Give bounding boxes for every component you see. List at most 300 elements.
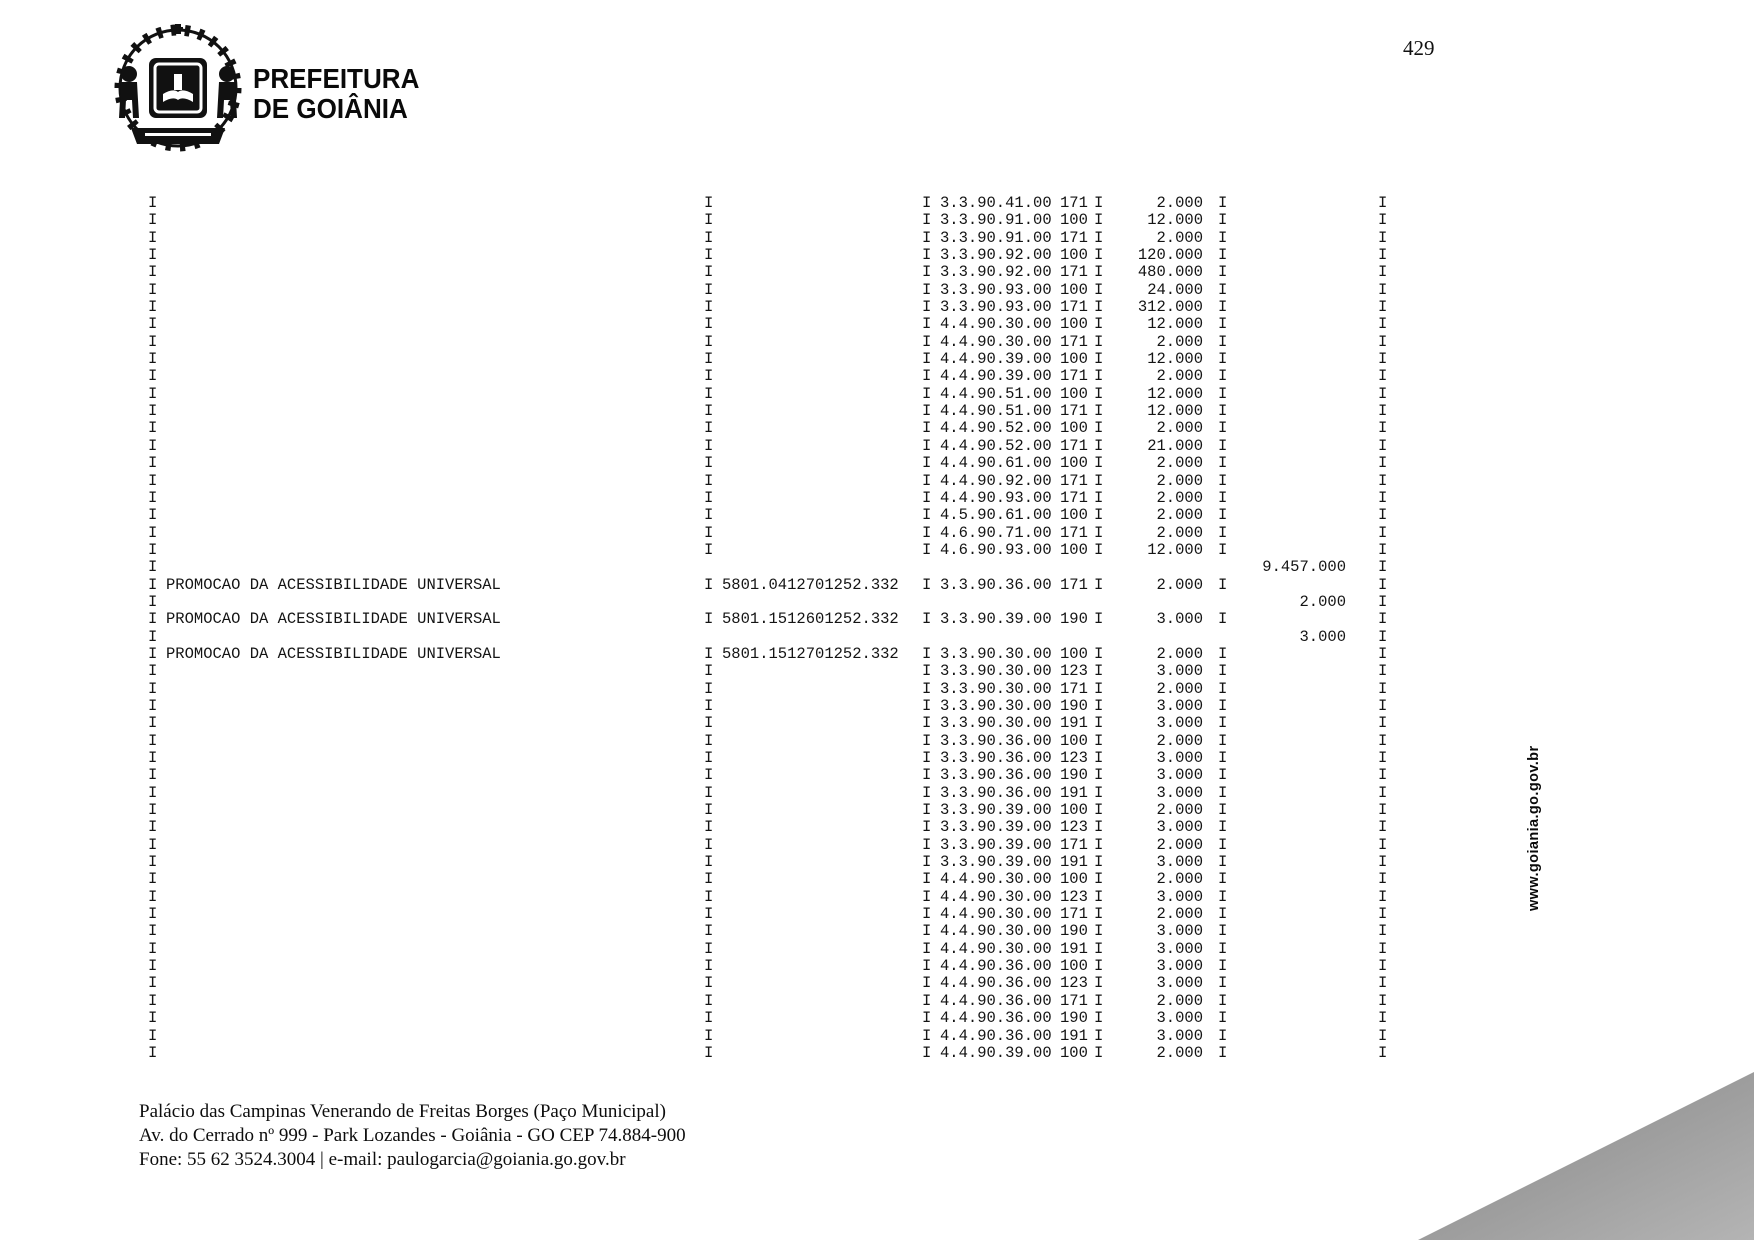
column-separator: I [1218, 922, 1228, 941]
column-separator: I [922, 1026, 932, 1045]
column-separator: I [1094, 402, 1104, 421]
amount-value: 3.000 [1156, 783, 1203, 802]
expense-code: 3.3.90.36.00 [940, 575, 1052, 594]
column-separator: I [1218, 731, 1228, 750]
column-separator: I [1218, 766, 1228, 785]
amount-value: 2.000 [1156, 905, 1203, 924]
column-separator: I [1378, 696, 1388, 715]
table-row [148, 940, 1408, 957]
column-separator: I [1094, 610, 1104, 629]
column-separator: I [922, 696, 932, 715]
column-separator: I [1378, 228, 1388, 247]
column-separator: I [148, 991, 158, 1010]
amount-value: 2.000 [1156, 488, 1203, 507]
column-separator: I [1378, 974, 1388, 993]
column-separator: I [922, 887, 932, 906]
amount-value: 3.000 [1156, 853, 1203, 872]
column-separator: I [1378, 194, 1388, 212]
amount-value: 2.000 [1156, 644, 1203, 663]
expense-code: 3.3.90.93.00 [940, 298, 1052, 317]
column-separator: I [704, 696, 714, 715]
corner-triangle-decoration [1418, 1072, 1754, 1240]
action-description: PROMOCAO DA ACESSIBILIDADE UNIVERSAL [166, 610, 501, 629]
table-row [148, 610, 1408, 627]
column-separator: I [148, 610, 158, 629]
column-separator: I [148, 662, 158, 681]
funding-source: 191 [1060, 714, 1088, 733]
column-separator: I [922, 436, 932, 455]
column-separator: I [704, 818, 714, 837]
amount-value: 2.000 [1156, 419, 1203, 438]
amount-value: 12.000 [1147, 540, 1203, 559]
funding-source: 191 [1060, 1026, 1088, 1045]
column-separator: I [1094, 540, 1104, 559]
column-separator: I [1378, 402, 1388, 421]
amount-value: 2.000 [1156, 523, 1203, 542]
funding-source: 100 [1060, 315, 1088, 334]
expense-code: 4.6.90.93.00 [940, 540, 1052, 559]
amount-value: 2.000 [1156, 731, 1203, 750]
funding-source: 100 [1060, 870, 1088, 889]
table-row [148, 680, 1408, 697]
column-separator: I [922, 194, 932, 212]
column-separator: I [704, 211, 714, 230]
column-separator: I [1218, 905, 1228, 924]
column-separator: I [1218, 367, 1228, 386]
table-row [148, 749, 1408, 766]
column-separator: I [704, 436, 714, 455]
table-row [148, 714, 1408, 731]
column-separator: I [704, 644, 714, 663]
column-separator: I [922, 749, 932, 767]
column-separator: I [922, 575, 932, 594]
amount-value: 3.000 [1156, 696, 1203, 715]
table-row [148, 836, 1408, 853]
column-separator: I [1218, 957, 1228, 976]
amount-value: 2.000 [1156, 835, 1203, 854]
column-separator: I [148, 332, 158, 351]
column-separator: I [1094, 1009, 1104, 1028]
column-separator: I [704, 298, 714, 317]
column-separator: I [148, 887, 158, 906]
expense-code: 3.3.90.39.00 [940, 610, 1052, 629]
column-separator: I [922, 1043, 932, 1062]
column-separator: I [148, 540, 158, 559]
column-separator: I [704, 870, 714, 889]
column-separator: I [922, 818, 932, 837]
table-row [148, 472, 1408, 489]
column-separator: I [1218, 801, 1228, 820]
column-separator: I [1094, 211, 1104, 230]
table-row [148, 662, 1408, 679]
expense-code: 4.4.90.30.00 [940, 939, 1052, 958]
column-separator: I [704, 471, 714, 490]
column-separator: I [922, 298, 932, 317]
column-separator: I [1378, 211, 1388, 230]
funding-source: 190 [1060, 610, 1088, 629]
column-separator: I [922, 471, 932, 490]
column-separator: I [1378, 853, 1388, 872]
expense-code: 3.3.90.92.00 [940, 263, 1052, 282]
column-separator: I [1094, 194, 1104, 212]
amount-value: 312.000 [1137, 298, 1203, 317]
column-separator: I [704, 384, 714, 403]
subtotal-value: 2.000 [1299, 592, 1346, 611]
column-separator: I [1094, 350, 1104, 369]
table-row [148, 524, 1408, 541]
column-separator: I [1378, 714, 1388, 733]
table-row [148, 766, 1408, 783]
amount-value: 2.000 [1156, 575, 1203, 594]
column-separator: I [1094, 957, 1104, 976]
funding-source: 171 [1060, 228, 1088, 247]
column-separator: I [148, 419, 158, 438]
subtotal-value: 9.457.000 [1262, 558, 1346, 577]
column-separator: I [1378, 939, 1388, 958]
table-row [148, 957, 1408, 974]
expense-code: 3.3.90.30.00 [940, 714, 1052, 733]
column-separator: I [1094, 991, 1104, 1010]
column-separator: I [148, 853, 158, 872]
brand-line-2: DE GOIÂNIA [253, 93, 408, 124]
column-separator: I [148, 263, 158, 282]
amount-value: 2.000 [1156, 870, 1203, 889]
funding-source: 171 [1060, 991, 1088, 1010]
column-separator: I [1218, 679, 1228, 698]
column-separator: I [1218, 939, 1228, 958]
expense-code: 3.3.90.30.00 [940, 679, 1052, 698]
amount-value: 3.000 [1156, 957, 1203, 976]
table-row [148, 905, 1408, 922]
column-separator: I [148, 835, 158, 854]
column-separator: I [1378, 332, 1388, 351]
column-separator: I [922, 402, 932, 421]
table-row [148, 541, 1408, 558]
column-separator: I [1378, 644, 1388, 663]
column-separator: I [1094, 228, 1104, 247]
expense-code: 3.3.90.39.00 [940, 853, 1052, 872]
column-separator: I [922, 419, 932, 438]
funding-source: 171 [1060, 471, 1088, 490]
column-separator: I [922, 853, 932, 872]
column-separator: I [704, 887, 714, 906]
table-row [148, 263, 1408, 280]
column-separator: I [148, 974, 158, 993]
report-rows [148, 194, 1408, 1061]
amount-value: 3.000 [1156, 1009, 1203, 1028]
column-separator: I [148, 315, 158, 334]
column-separator: I [1218, 194, 1228, 212]
expense-code: 3.3.90.39.00 [940, 818, 1052, 837]
column-separator: I [1218, 419, 1228, 438]
funding-source: 191 [1060, 853, 1088, 872]
column-separator: I [1218, 818, 1228, 837]
column-separator: I [922, 523, 932, 542]
column-separator: I [1218, 714, 1228, 733]
column-separator: I [148, 471, 158, 490]
funding-source: 123 [1060, 974, 1088, 993]
column-separator: I [922, 488, 932, 507]
column-separator: I [148, 922, 158, 941]
expense-code: 4.4.90.36.00 [940, 957, 1052, 976]
funding-source: 123 [1060, 887, 1088, 906]
column-separator: I [1218, 488, 1228, 507]
column-separator: I [148, 367, 158, 386]
funding-source: 171 [1060, 332, 1088, 351]
amount-value: 480.000 [1137, 263, 1203, 282]
amount-value: 2.000 [1156, 454, 1203, 473]
column-separator: I [1094, 298, 1104, 317]
column-separator: I [922, 957, 932, 976]
column-separator: I [148, 384, 158, 403]
column-separator: I [148, 506, 158, 525]
table-row [148, 870, 1408, 887]
funding-source: 190 [1060, 766, 1088, 785]
column-separator: I [1378, 610, 1388, 629]
table-row [148, 697, 1408, 714]
column-separator: I [922, 540, 932, 559]
funding-source: 100 [1060, 280, 1088, 299]
column-separator: I [1218, 1026, 1228, 1045]
column-separator: I [704, 974, 714, 993]
column-separator: I [1094, 471, 1104, 490]
action-description: PROMOCAO DA ACESSIBILIDADE UNIVERSAL [166, 575, 501, 594]
column-separator: I [1378, 957, 1388, 976]
amount-value: 3.000 [1156, 922, 1203, 941]
column-separator: I [1094, 783, 1104, 802]
column-separator: I [1378, 905, 1388, 924]
amount-value: 3.000 [1156, 749, 1203, 767]
funding-source: 191 [1060, 939, 1088, 958]
funding-source: 171 [1060, 263, 1088, 282]
column-separator: I [922, 731, 932, 750]
column-separator: I [1218, 644, 1228, 663]
table-row [148, 402, 1408, 419]
column-separator: I [1378, 367, 1388, 386]
column-separator: I [1094, 939, 1104, 958]
expense-code: 4.4.90.30.00 [940, 905, 1052, 924]
column-separator: I [1378, 922, 1388, 941]
column-separator: I [148, 402, 158, 421]
expense-code: 4.4.90.93.00 [940, 488, 1052, 507]
expense-code: 4.4.90.51.00 [940, 384, 1052, 403]
column-separator: I [704, 853, 714, 872]
column-separator: I [148, 575, 158, 594]
column-separator: I [1378, 801, 1388, 820]
column-separator: I [704, 783, 714, 802]
column-separator: I [922, 766, 932, 785]
funding-source: 171 [1060, 523, 1088, 542]
program-code: 5801.1512701252.332 [722, 644, 899, 663]
table-row [148, 489, 1408, 506]
subtotal-value: 3.000 [1299, 627, 1346, 646]
column-separator: I [1094, 870, 1104, 889]
expense-code: 3.3.90.30.00 [940, 644, 1052, 663]
funding-source: 123 [1060, 662, 1088, 681]
column-separator: I [1218, 402, 1228, 421]
column-separator: I [1218, 783, 1228, 802]
table-row [148, 628, 1408, 645]
column-separator: I [1378, 835, 1388, 854]
column-separator: I [1094, 853, 1104, 872]
table-row [148, 506, 1408, 523]
column-separator: I [922, 922, 932, 941]
column-separator: I [704, 801, 714, 820]
column-separator: I [1094, 488, 1104, 507]
table-row [148, 1044, 1408, 1061]
expense-code: 4.4.90.36.00 [940, 1009, 1052, 1028]
column-separator: I [1094, 905, 1104, 924]
expense-code: 3.3.90.30.00 [940, 696, 1052, 715]
column-separator: I [1094, 315, 1104, 334]
column-separator: I [922, 506, 932, 525]
column-separator: I [704, 488, 714, 507]
table-row [148, 853, 1408, 870]
column-separator: I [704, 263, 714, 282]
funding-source: 171 [1060, 298, 1088, 317]
column-separator: I [148, 714, 158, 733]
expense-code: 4.4.90.92.00 [940, 471, 1052, 490]
footer-address-block [139, 1100, 686, 1172]
column-separator: I [1378, 540, 1388, 559]
expense-code: 3.3.90.36.00 [940, 731, 1052, 750]
column-separator: I [1378, 749, 1388, 767]
column-separator: I [148, 749, 158, 767]
column-separator: I [704, 991, 714, 1010]
table-row [148, 454, 1408, 471]
table-row [148, 1009, 1408, 1026]
column-separator: I [1218, 575, 1228, 594]
column-separator: I [148, 818, 158, 837]
column-separator: I [148, 644, 158, 663]
column-separator: I [704, 350, 714, 369]
expense-code: 3.3.90.36.00 [940, 783, 1052, 802]
column-separator: I [922, 714, 932, 733]
expense-code: 4.4.90.51.00 [940, 402, 1052, 421]
footer-line-phone-email: Fone: 55 62 3524.3004 | e-mail: paulogarcia@goiania.go.gov.br [139, 1149, 626, 1170]
column-separator: I [704, 1009, 714, 1028]
expense-code: 4.4.90.52.00 [940, 436, 1052, 455]
amount-value: 2.000 [1156, 991, 1203, 1010]
expense-code: 4.4.90.52.00 [940, 419, 1052, 438]
funding-source: 171 [1060, 436, 1088, 455]
column-separator: I [1218, 506, 1228, 525]
column-separator: I [1218, 974, 1228, 993]
column-separator: I [1094, 731, 1104, 750]
column-separator: I [1094, 454, 1104, 473]
table-row [148, 367, 1408, 384]
funding-source: 100 [1060, 540, 1088, 559]
column-separator: I [148, 558, 158, 577]
column-separator: I [704, 766, 714, 785]
column-separator: I [148, 870, 158, 889]
column-separator: I [1378, 471, 1388, 490]
column-separator: I [1378, 783, 1388, 802]
funding-source: 171 [1060, 575, 1088, 594]
table-row [148, 888, 1408, 905]
column-separator: I [1378, 436, 1388, 455]
column-separator: I [704, 540, 714, 559]
amount-value: 3.000 [1156, 1026, 1203, 1045]
column-separator: I [1378, 419, 1388, 438]
funding-source: 171 [1060, 835, 1088, 854]
column-separator: I [704, 575, 714, 594]
table-row [148, 576, 1408, 593]
column-separator: I [148, 211, 158, 230]
column-separator: I [704, 835, 714, 854]
amount-value: 3.000 [1156, 974, 1203, 993]
column-separator: I [704, 194, 714, 212]
column-separator: I [1378, 627, 1388, 646]
funding-source: 171 [1060, 194, 1088, 212]
amount-value: 2.000 [1156, 506, 1203, 525]
table-row [148, 974, 1408, 991]
column-separator: I [1218, 662, 1228, 681]
column-separator: I [704, 922, 714, 941]
funding-source: 100 [1060, 506, 1088, 525]
column-separator: I [1378, 731, 1388, 750]
column-separator: I [704, 332, 714, 351]
column-separator: I [704, 610, 714, 629]
expense-code: 3.3.90.30.00 [940, 662, 1052, 681]
amount-value: 3.000 [1156, 610, 1203, 629]
column-separator: I [148, 523, 158, 542]
column-separator: I [1378, 523, 1388, 542]
column-separator: I [1094, 332, 1104, 351]
funding-source: 190 [1060, 696, 1088, 715]
column-separator: I [704, 1026, 714, 1045]
column-separator: I [704, 454, 714, 473]
table-row [148, 732, 1408, 749]
funding-source: 100 [1060, 419, 1088, 438]
column-separator: I [1218, 471, 1228, 490]
column-separator: I [148, 905, 158, 924]
program-code: 5801.0412701252.332 [722, 575, 899, 594]
expense-code: 3.3.90.91.00 [940, 228, 1052, 247]
column-separator: I [922, 1009, 932, 1028]
page-number: 429 [1403, 36, 1435, 60]
column-separator: I [1378, 454, 1388, 473]
funding-source: 100 [1060, 957, 1088, 976]
column-separator: I [704, 1043, 714, 1062]
column-separator: I [1218, 749, 1228, 767]
column-separator: I [1218, 263, 1228, 282]
amount-value: 21.000 [1147, 436, 1203, 455]
column-separator: I [1218, 853, 1228, 872]
column-separator: I [1094, 749, 1104, 767]
column-separator: I [1218, 887, 1228, 906]
table-row [148, 784, 1408, 801]
table-row [148, 645, 1408, 662]
column-separator: I [148, 194, 158, 212]
column-separator: I [148, 350, 158, 369]
column-separator: I [1218, 332, 1228, 351]
column-separator: I [704, 731, 714, 750]
funding-source: 100 [1060, 211, 1088, 230]
table-row [148, 437, 1408, 454]
expense-code: 4.4.90.36.00 [940, 974, 1052, 993]
table-row [148, 281, 1408, 298]
column-separator: I [1218, 870, 1228, 889]
column-separator: I [148, 783, 158, 802]
column-separator: I [1094, 263, 1104, 282]
column-separator: I [1378, 1009, 1388, 1028]
column-separator: I [704, 749, 714, 767]
amount-value: 3.000 [1156, 939, 1203, 958]
column-separator: I [1094, 801, 1104, 820]
program-code: 5801.1512601252.332 [722, 610, 899, 629]
amount-value: 2.000 [1156, 1043, 1203, 1062]
